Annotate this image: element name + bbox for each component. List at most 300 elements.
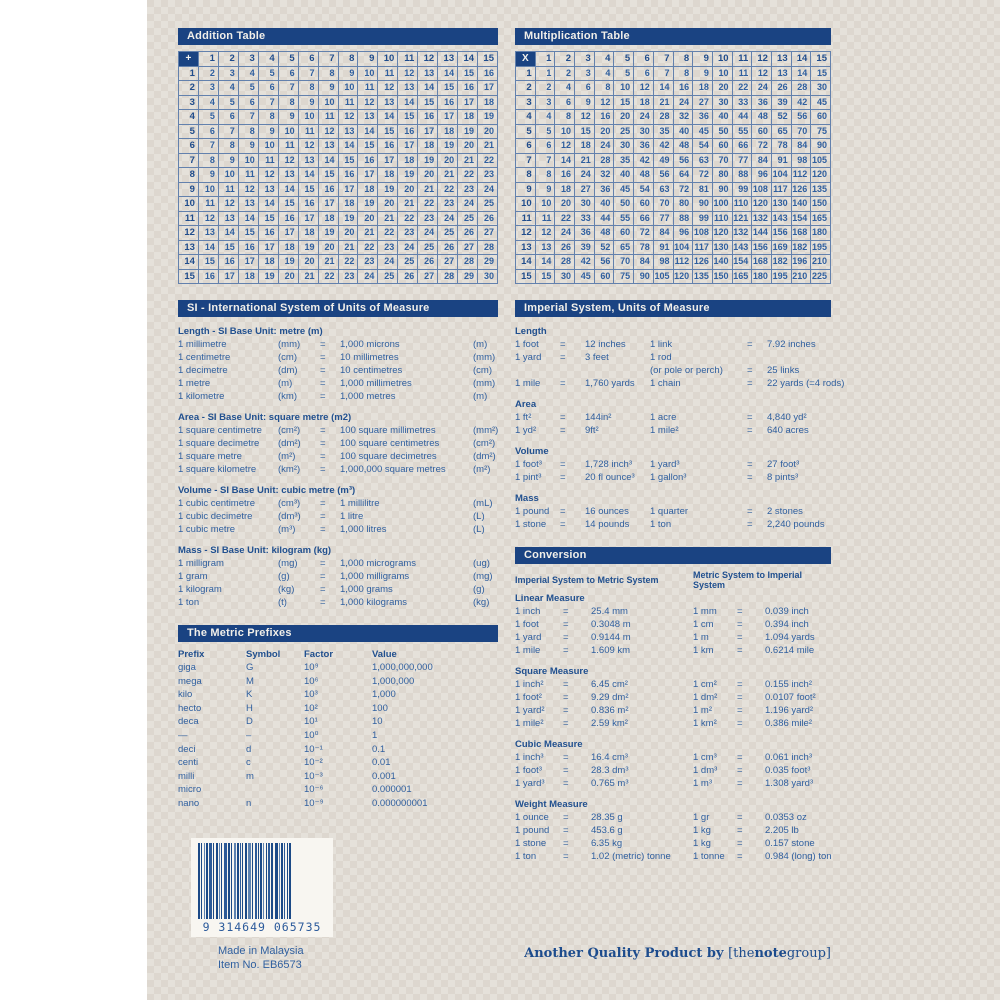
table-row [179, 168, 498, 183]
value-cell: 70 [712, 153, 732, 168]
barcode-bar [221, 843, 222, 919]
value-cell: 19 [378, 182, 398, 197]
data-row [515, 505, 831, 518]
data-row [515, 837, 831, 850]
row-header-cell: 11 [179, 211, 199, 226]
data-cell: = [560, 506, 566, 517]
data-row [178, 510, 498, 523]
row-header-cell: 9 [516, 182, 536, 197]
value-cell: 64 [673, 168, 693, 183]
subsection-title: Square Measure [515, 666, 589, 677]
conversion-section [515, 592, 831, 863]
table-row [516, 226, 831, 241]
value-cell: 12 [535, 226, 555, 241]
value-cell: 9 [238, 139, 258, 154]
data-cell: = [320, 391, 326, 402]
data-cell: M [246, 675, 254, 687]
value-cell: 12 [752, 66, 772, 81]
value-cell: 18 [634, 95, 654, 110]
value-cell: 75 [614, 269, 634, 284]
subsection-title: Mass [515, 493, 539, 504]
data-row [515, 605, 831, 618]
data-cell: = [563, 632, 569, 643]
data-cell: n [246, 797, 252, 809]
value-cell: 78 [771, 139, 791, 154]
value-cell: 20 [318, 240, 338, 255]
subsection-title: Linear Measure [515, 593, 585, 604]
value-cell: 16 [258, 226, 278, 241]
table-row [516, 168, 831, 183]
barcode-bar [209, 843, 212, 919]
value-cell: 140 [712, 255, 732, 270]
value-cell: 20 [614, 110, 634, 125]
value-cell: 16 [458, 81, 478, 96]
data-cell: 7.92 inches [767, 339, 816, 350]
data-row [515, 338, 831, 351]
data-cell: 0.3048 m [591, 619, 631, 630]
data-cell: 1 dm³ [693, 765, 718, 776]
header-cell: 7 [318, 52, 338, 67]
value-cell: 55 [614, 211, 634, 226]
multiplication-table [515, 51, 831, 284]
data-cell: 0.836 m² [591, 705, 629, 716]
value-cell: 80 [673, 197, 693, 212]
data-cell: = [737, 619, 743, 630]
data-cell: 6.35 kg [591, 838, 623, 849]
data-cell: 1 milligram [178, 558, 224, 569]
data-cell: 1 cubic decimetre [178, 511, 253, 522]
value-cell: 18 [438, 124, 458, 139]
value-cell: 3 [218, 66, 238, 81]
data-cell: 1 gr [693, 812, 710, 823]
value-cell: 98 [653, 255, 673, 270]
value-cell: 15 [811, 66, 831, 81]
data-cell: 1 link [650, 339, 673, 350]
metric-prefixes-table [178, 648, 498, 811]
value-cell: 154 [791, 211, 811, 226]
data-row [515, 351, 831, 364]
data-cell: giga [178, 662, 196, 673]
value-cell: 6 [634, 66, 654, 81]
value-cell: 27 [438, 255, 458, 270]
value-cell: 30 [478, 269, 498, 284]
data-cell: 1 square kilometre [178, 464, 257, 475]
value-cell: 9 [198, 168, 218, 183]
data-cell: = [320, 352, 326, 363]
value-cell: 17 [398, 139, 418, 154]
value-cell: 19 [338, 211, 358, 226]
value-cell: 20 [418, 168, 438, 183]
data-cell: 1 km² [693, 718, 717, 729]
value-cell: 30 [555, 269, 575, 284]
value-cell: 17 [418, 124, 438, 139]
data-cell: 25.4 mm [591, 606, 628, 617]
value-cell: 24 [634, 110, 654, 125]
data-cell: (or pole or perch) [650, 365, 723, 376]
corner-cell: + [179, 52, 199, 67]
data-cell: (dm) [278, 365, 298, 376]
value-cell: 16 [673, 81, 693, 96]
data-cell: 1 yard³ [515, 778, 545, 789]
row-header-cell: 9 [179, 182, 199, 197]
data-row [515, 377, 845, 390]
data-row [515, 691, 831, 704]
value-cell: 15 [238, 226, 258, 241]
value-cell: 21 [358, 226, 378, 241]
value-cell: 6 [278, 66, 298, 81]
value-cell: 29 [458, 269, 478, 284]
data-cell: deci [178, 743, 196, 755]
data-cell: 1 gallon³ [650, 472, 687, 483]
section-title: Addition Table [187, 30, 266, 42]
value-cell: 7 [653, 66, 673, 81]
data-cell: = [737, 752, 743, 763]
value-cell: 2 [555, 66, 575, 81]
value-cell: 10 [555, 124, 575, 139]
data-cell [585, 364, 650, 377]
value-cell: 27 [418, 269, 438, 284]
value-cell: 9 [535, 182, 555, 197]
value-cell: 6 [258, 81, 278, 96]
data-cell: = [320, 597, 326, 608]
value-cell: 13 [258, 182, 278, 197]
data-cell: 1 decimetre [178, 365, 228, 376]
value-cell: 91 [771, 153, 791, 168]
data-cell: = [560, 472, 566, 483]
value-cell: 54 [693, 139, 713, 154]
value-cell: 20 [555, 197, 575, 212]
si-units-section [178, 325, 498, 609]
value-cell: 25 [438, 226, 458, 241]
value-cell: 13 [358, 110, 378, 125]
header-cell: 8 [673, 52, 693, 67]
value-cell: 8 [238, 124, 258, 139]
barcode-bar [204, 843, 205, 919]
header-cell: 12 [752, 52, 772, 67]
barcode-bar [242, 843, 243, 919]
data-cell: 1 yard [515, 352, 542, 363]
value-cell: 9 [693, 66, 713, 81]
value-cell: 35 [653, 124, 673, 139]
value-cell: 8 [555, 110, 575, 125]
value-cell: 11 [258, 153, 278, 168]
data-cell: 1 m² [693, 705, 712, 716]
data-cell: 1,000,000 [372, 675, 415, 687]
value-cell: 3 [198, 81, 218, 96]
value-cell: 13 [398, 81, 418, 96]
value-cell: 182 [791, 240, 811, 255]
value-cell: 88 [673, 211, 693, 226]
data-cell: 1 millilitre [340, 498, 380, 509]
row-header-cell: 8 [179, 168, 199, 183]
value-cell: 17 [218, 269, 238, 284]
data-cell: 10⁻² [304, 757, 323, 769]
value-cell: 19 [478, 110, 498, 125]
value-cell: 168 [752, 255, 772, 270]
subsection-title: Length [515, 326, 547, 337]
data-cell: (L) [473, 524, 485, 535]
value-cell: 12 [198, 211, 218, 226]
value-cell: 22 [338, 255, 358, 270]
header-cell: 13 [771, 52, 791, 67]
data-cell: 0.394 inch [765, 619, 809, 630]
data-cell: = [747, 472, 753, 483]
value-cell: 143 [732, 240, 752, 255]
data-cell: (cm²) [278, 425, 301, 436]
row-header-cell: 13 [516, 240, 536, 255]
data-cell: = [737, 705, 743, 716]
data-cell: 0.386 mile² [765, 718, 812, 729]
data-cell: = [560, 459, 566, 470]
value-cell: 7 [218, 124, 238, 139]
value-cell: 96 [752, 168, 772, 183]
value-cell: 12 [378, 81, 398, 96]
value-cell: 14 [438, 66, 458, 81]
value-cell: 22 [358, 240, 378, 255]
value-cell: 24 [418, 226, 438, 241]
data-cell: (kg) [278, 584, 295, 595]
value-cell: 13 [198, 226, 218, 241]
barcode-bar [237, 843, 239, 919]
value-cell: 8 [198, 153, 218, 168]
data-cell: 0.0353 oz [765, 812, 807, 823]
data-cell: 1 foot³ [515, 765, 542, 776]
data-cell: 0.765 m³ [591, 778, 629, 789]
data-row [178, 570, 498, 583]
barcode-bar [255, 843, 257, 919]
value-cell: 90 [693, 197, 713, 212]
data-cell: = [560, 519, 566, 530]
addition-table-title-bar [178, 28, 498, 45]
data-cell [747, 351, 767, 364]
value-cell: 60 [594, 269, 614, 284]
data-cell: 1 square centimetre [178, 425, 262, 436]
data-cell: = [320, 498, 326, 509]
value-cell: 56 [653, 168, 673, 183]
header-cell: 1 [535, 52, 555, 67]
value-cell: 15 [278, 197, 298, 212]
row-header-cell: 13 [179, 240, 199, 255]
data-cell: 1 kg [693, 838, 711, 849]
value-cell: 24 [575, 168, 595, 183]
value-cell: 72 [752, 139, 772, 154]
data-cell: = [560, 378, 566, 389]
value-cell: 17 [258, 240, 278, 255]
header-cell: 8 [338, 52, 358, 67]
data-cell: 1 dm² [693, 692, 718, 703]
prefix-row [178, 743, 498, 757]
data-cell: = [320, 451, 326, 462]
value-cell: 22 [438, 182, 458, 197]
data-cell [560, 364, 585, 377]
right-column [515, 28, 845, 863]
data-cell: = [747, 412, 753, 423]
data-cell: 1,000,000,000 [372, 662, 433, 673]
value-cell: 25 [614, 124, 634, 139]
data-row [515, 764, 831, 777]
value-cell: 72 [673, 182, 693, 197]
value-cell: 15 [338, 153, 358, 168]
subsection-title: Area - SI Base Unit: square metre (m2) [178, 412, 352, 423]
value-cell: 26 [418, 255, 438, 270]
value-cell: 40 [614, 168, 634, 183]
data-cell: (mm²) [473, 425, 499, 436]
value-cell: 18 [575, 139, 595, 154]
value-cell: 3 [535, 95, 555, 110]
value-cell: 4 [594, 66, 614, 81]
value-cell: 60 [634, 197, 654, 212]
value-cell: 66 [634, 211, 654, 226]
value-cell: 56 [594, 255, 614, 270]
value-cell: 225 [811, 269, 831, 284]
table-row [516, 240, 831, 255]
row-header-cell: 6 [516, 139, 536, 154]
left-column [178, 28, 498, 811]
value-cell: 63 [653, 182, 673, 197]
value-cell: 135 [693, 269, 713, 284]
value-cell: 28 [653, 110, 673, 125]
row-header-cell: 12 [179, 226, 199, 241]
value-cell: 88 [732, 168, 752, 183]
value-cell: 33 [575, 211, 595, 226]
value-cell: 100 [712, 197, 732, 212]
data-cell: 1 litre [340, 511, 364, 522]
value-cell: 24 [555, 226, 575, 241]
data-cell: 1 mm [693, 606, 717, 617]
value-cell: 50 [614, 197, 634, 212]
value-cell: 16 [555, 168, 575, 183]
value-cell: 20 [458, 139, 478, 154]
section-title: SI - International System of Units of Measure [187, 302, 430, 314]
value-cell: 15 [258, 211, 278, 226]
value-cell: 26 [771, 81, 791, 96]
value-cell: 8 [218, 139, 238, 154]
data-row [178, 390, 498, 403]
data-cell: 2,240 pounds [767, 519, 825, 530]
value-cell: 11 [298, 124, 318, 139]
barcode-bar [287, 843, 288, 919]
data-row [515, 704, 831, 717]
value-cell: 15 [614, 95, 634, 110]
subsection-title: Volume - SI Base Unit: cubic metre (m³) [178, 485, 356, 496]
value-cell: 12 [238, 182, 258, 197]
data-cell: — [178, 729, 188, 741]
header-cell: 4 [594, 52, 614, 67]
section-title: Conversion [524, 549, 587, 561]
data-cell: (g) [278, 571, 290, 582]
value-cell: 27 [478, 226, 498, 241]
data-cell: = [320, 584, 326, 595]
value-cell: 10 [614, 81, 634, 96]
value-cell: 60 [712, 139, 732, 154]
data-cell: 2.205 lb [765, 825, 799, 836]
value-cell: 108 [693, 226, 713, 241]
barcode-bar [275, 843, 278, 919]
data-cell: 14 pounds [585, 519, 630, 530]
data-cell: mega [178, 675, 202, 687]
data-cell: = [560, 339, 566, 350]
value-cell: 24 [752, 81, 772, 96]
value-cell: 16 [398, 124, 418, 139]
value-cell: 13 [318, 139, 338, 154]
value-cell: 8 [258, 110, 278, 125]
data-cell: = [320, 524, 326, 535]
value-cell: 44 [732, 110, 752, 125]
value-cell: 56 [673, 153, 693, 168]
value-cell: 14 [298, 168, 318, 183]
value-cell: 70 [614, 255, 634, 270]
value-cell: 22 [458, 168, 478, 183]
data-cell: 10⁻⁹ [304, 797, 324, 809]
value-cell: 10 [358, 66, 378, 81]
data-cell: = [320, 425, 326, 436]
value-cell: 17 [478, 81, 498, 96]
data-cell: 9.29 dm² [591, 692, 629, 703]
value-cell: 6 [198, 124, 218, 139]
value-cell: 14 [218, 226, 238, 241]
data-cell: 1,000,000 square metres [340, 464, 446, 475]
value-cell: 2 [535, 81, 555, 96]
data-cell: 1 km [693, 645, 714, 656]
value-cell: 10 [338, 81, 358, 96]
data-cell: 10⁻¹ [304, 743, 323, 755]
data-cell: 10² [304, 702, 318, 714]
value-cell: 9 [218, 153, 238, 168]
data-cell: – [246, 729, 252, 741]
data-cell: 0.1 [372, 743, 386, 755]
value-cell: 169 [771, 240, 791, 255]
value-cell: 16 [478, 66, 498, 81]
value-cell: 144 [752, 226, 772, 241]
table-row [516, 139, 831, 154]
value-cell: 28 [478, 240, 498, 255]
value-cell: 44 [594, 211, 614, 226]
value-cell: 99 [693, 211, 713, 226]
value-cell: 135 [811, 182, 831, 197]
data-cell: 1 ton [515, 851, 537, 862]
data-cell: 1.02 (metric) tonne [591, 851, 671, 862]
value-cell: 84 [752, 153, 772, 168]
value-cell: 98 [791, 153, 811, 168]
value-cell: 11 [732, 66, 752, 81]
row-header-cell: 14 [179, 255, 199, 270]
value-cell: 96 [673, 226, 693, 241]
value-cell: 105 [653, 269, 673, 284]
value-cell: 27 [458, 240, 478, 255]
barcode-bar [258, 843, 259, 919]
data-row [178, 437, 498, 450]
value-cell: 18 [358, 182, 378, 197]
value-cell: 110 [732, 197, 752, 212]
value-cell: 7 [258, 95, 278, 110]
data-cell: = [737, 838, 743, 849]
value-cell: 150 [811, 197, 831, 212]
table-row [179, 153, 498, 168]
value-cell: 50 [712, 124, 732, 139]
value-cell: 21 [438, 168, 458, 183]
data-cell: 1 ounce [515, 812, 549, 823]
table-header-row [516, 52, 831, 67]
data-cell: G [246, 662, 254, 673]
data-cell: 8 pints³ [767, 472, 799, 483]
prefix-row [178, 688, 498, 702]
value-cell: 60 [614, 226, 634, 241]
value-cell: 9 [298, 95, 318, 110]
data-row [178, 463, 498, 476]
section-title: Imperial System, Units of Measure [524, 302, 710, 314]
value-cell: 16 [298, 197, 318, 212]
table-row [179, 66, 498, 81]
